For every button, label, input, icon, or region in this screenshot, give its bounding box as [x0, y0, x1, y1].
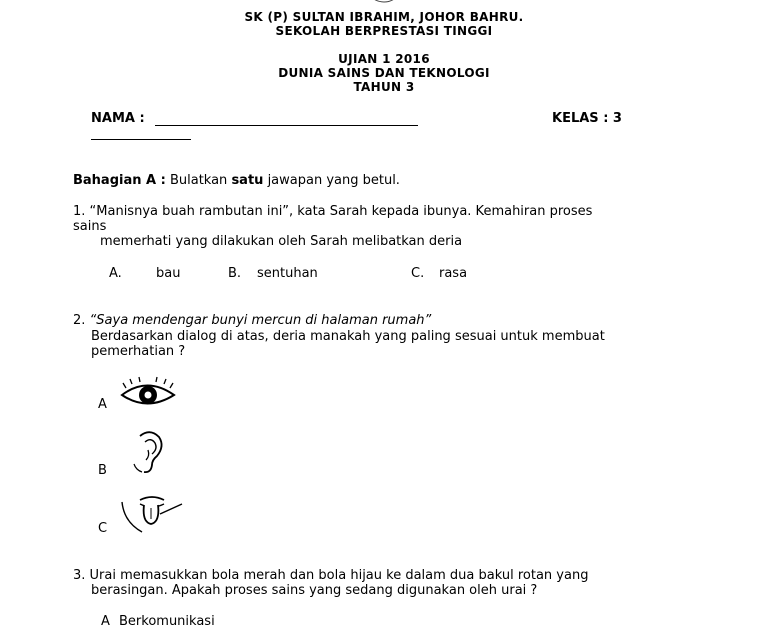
instruction-part1: Bulatkan [169, 173, 228, 188]
q3-line2: berasingan. Apakah proses sains yang sedang digunakan oleh urai ? [91, 583, 538, 598]
q2-line1 [73, 313, 431, 328]
q1-option-c-letter[interactable]: C. [411, 266, 425, 281]
q2-option-b-letter[interactable]: B [98, 463, 107, 478]
q1-option-c-text[interactable]: rasa [439, 266, 468, 281]
instruction-part2: jawapan yang betul. [267, 173, 400, 188]
school-crest-icon [370, 0, 398, 6]
q2-number: 2. [73, 313, 86, 328]
school-name: SK (P) SULTAN IBRAHIM, JOHOR BAHRU. [244, 10, 524, 24]
q1-line1: 1. “Manisnya buah rambutan ini”, kata Sarah kepada ibunya. Kemahiran proses [73, 204, 593, 219]
q2-line2: Berdasarkan dialog di atas, deria manakah yang paling sesuai untuk membuat [91, 329, 605, 344]
name-label: NAMA : [91, 111, 145, 126]
q1-line2: sains [73, 219, 107, 234]
q2-option-a-letter[interactable]: A [98, 397, 107, 412]
q1-line3: memerhati yang dilakukan oleh Sarah melibatkan deria [100, 234, 463, 249]
instruction-bold: satu [231, 173, 264, 188]
year-title: TAHUN 3 [353, 80, 415, 94]
ear-icon[interactable] [132, 430, 168, 476]
q1-option-b-text[interactable]: sentuhan [257, 266, 318, 281]
q3-line1: 3. Urai memasukkan bola merah dan bola hijau ke dalam dua bakul rotan yang [73, 568, 589, 583]
section-instruction [73, 173, 400, 188]
class-blank[interactable] [91, 139, 191, 140]
exam-title: UJIAN 1 2016 [338, 52, 430, 66]
q2-quote: “Saya mendengar bunyi mercun di halaman rumah” [89, 313, 432, 328]
q1-option-a-text[interactable]: bau [156, 266, 181, 281]
tongue-icon[interactable] [120, 492, 184, 536]
subject-title: DUNIA SAINS DAN TEKNOLOGI [278, 66, 490, 80]
q2-line3: pemerhatian ? [91, 344, 186, 359]
q2-option-c-letter[interactable]: C [98, 521, 108, 536]
class-label: KELAS : 3 [552, 111, 622, 126]
section-title: Bahagian A : [73, 173, 166, 188]
q3-option-a-letter[interactable]: A [101, 614, 110, 629]
school-motto: SEKOLAH BERPRESTASI TINGGI [275, 24, 493, 38]
q3-option-a-text[interactable]: Berkomunikasi [119, 614, 215, 629]
q1-option-b-letter[interactable]: B. [228, 266, 242, 281]
name-blank[interactable] [155, 125, 418, 126]
eye-icon[interactable] [120, 378, 176, 410]
q1-option-a-letter[interactable]: A. [109, 266, 122, 281]
